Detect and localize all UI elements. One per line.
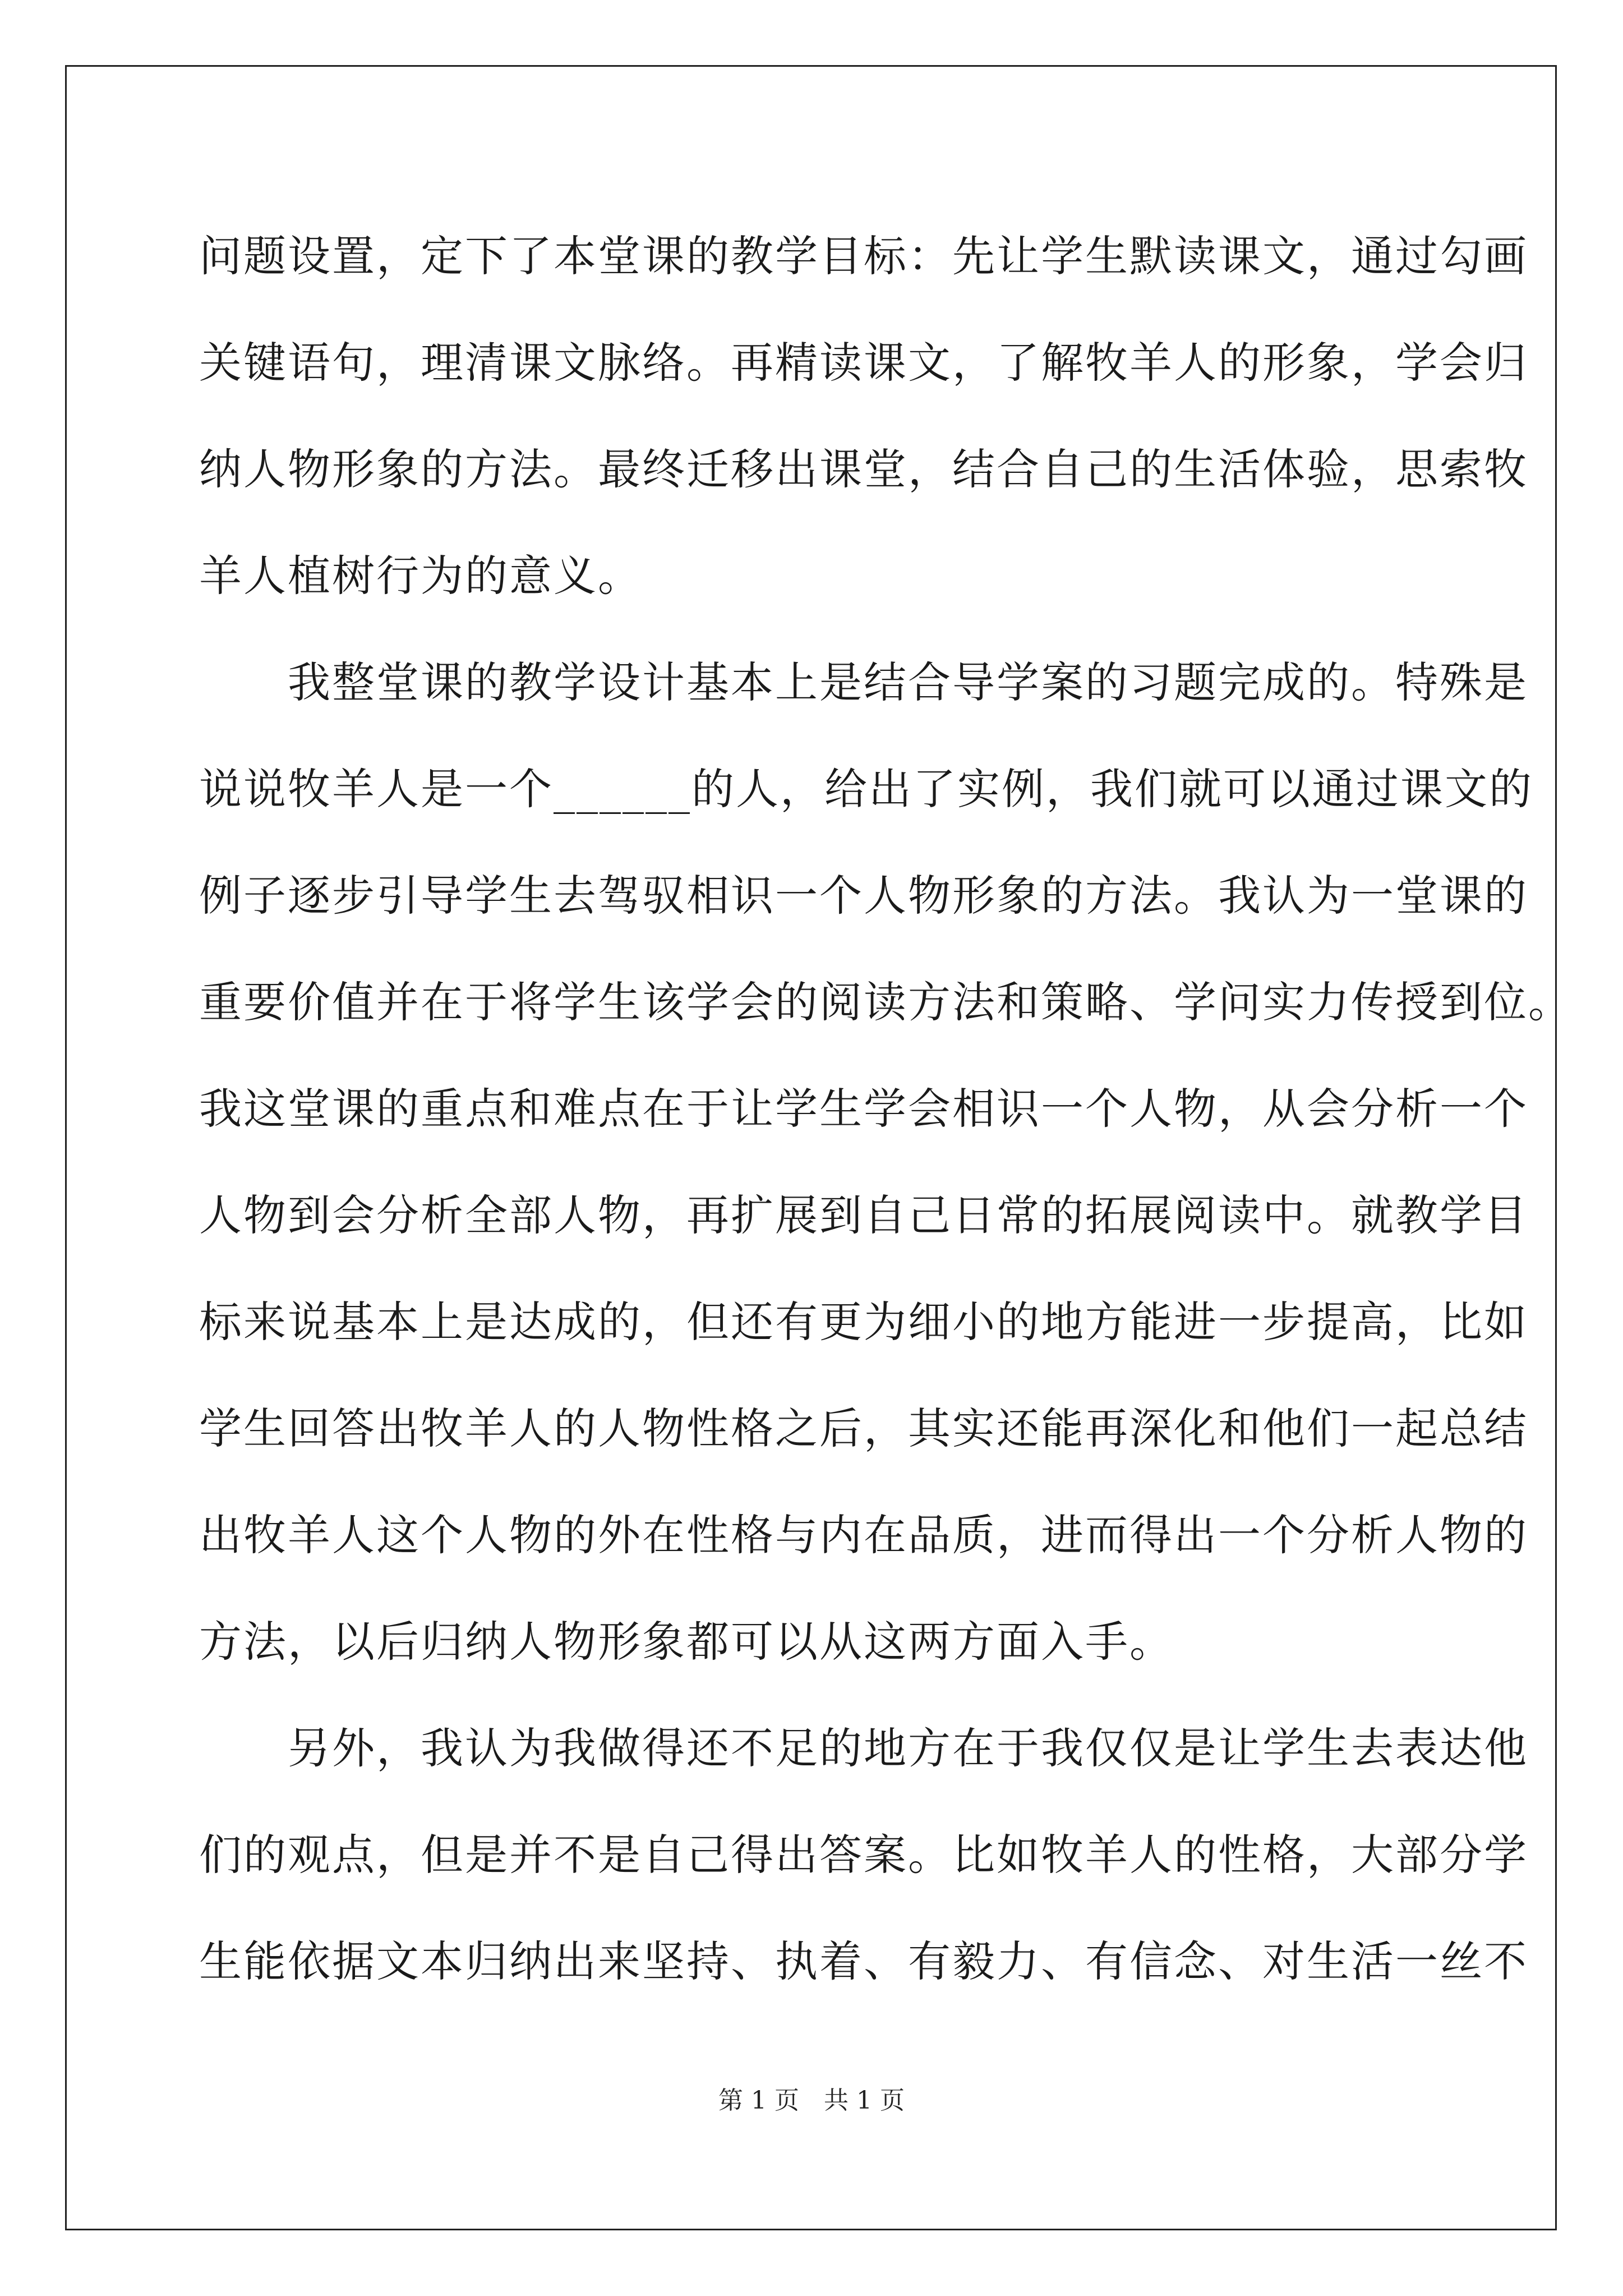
paragraph-2 [199, 629, 1573, 1695]
text-line: 人物到会分析全部人物，再扩展到自己日常的拓展阅读中。就教学目 [199, 1190, 1528, 1240]
text-line: 羊人植树行为的意义。 [199, 551, 642, 601]
text-line: 重要价值并在于将学生该学会的阅读方法和策略、学问实力传授到位。 [199, 977, 1573, 1027]
text-line: 方法，以后归纳人物形象都可以从这两方面入手。 [199, 1617, 1174, 1667]
text-line: 说说牧羊人是一个______的人，给出了实例，我们就可以通过课文的 [199, 764, 1533, 814]
paragraph-3 [199, 1695, 1528, 2015]
text-line: 们的观点，但是并不是自己得出答案。比如牧羊人的性格，大部分学 [199, 1830, 1528, 1880]
text-line: 生能依据文本归纳出来坚持、执着、有毅力、有信念、对生活一丝不 [199, 1936, 1528, 1986]
document-body [199, 203, 1573, 2015]
text-line: 纳人物形象的方法。最终迁移出课堂，结合自己的生活体验，思索牧 [199, 444, 1528, 494]
text-line: 我整堂课的教学设计基本上是结合导学案的习题完成的。特殊是 [199, 657, 1528, 707]
paragraph-1 [199, 203, 1528, 629]
text-line: 标来说基本上是达成的，但还有更为细小的地方能进一步提高，比如 [199, 1297, 1528, 1347]
text-line: 例子逐步引导学生去驾驭相识一个人物形象的方法。我认为一堂课的 [199, 871, 1528, 921]
text-line: 出牧羊人这个人物的外在性格与内在品质，进而得出一个分析人物的 [199, 1510, 1528, 1560]
text-line: 问题设置，定下了本堂课的教学目标：先让学生默读课文，通过勾画 [199, 231, 1528, 281]
page-number-footer: 第 1 页 共 1 页 [718, 2086, 905, 2115]
text-line: 学生回答出牧羊人的人物性格之后，其实还能再深化和他们一起总结 [199, 1404, 1528, 1453]
text-line: 另外，我认为我做得还不足的地方在于我仅仅是让学生去表达他 [199, 1723, 1528, 1773]
text-line: 我这堂课的重点和难点在于让学生学会相识一个人物，从会分析一个 [199, 1084, 1528, 1134]
text-line: 关键语句，理清课文脉络。再精读课文，了解牧羊人的形象，学会归 [199, 338, 1528, 388]
